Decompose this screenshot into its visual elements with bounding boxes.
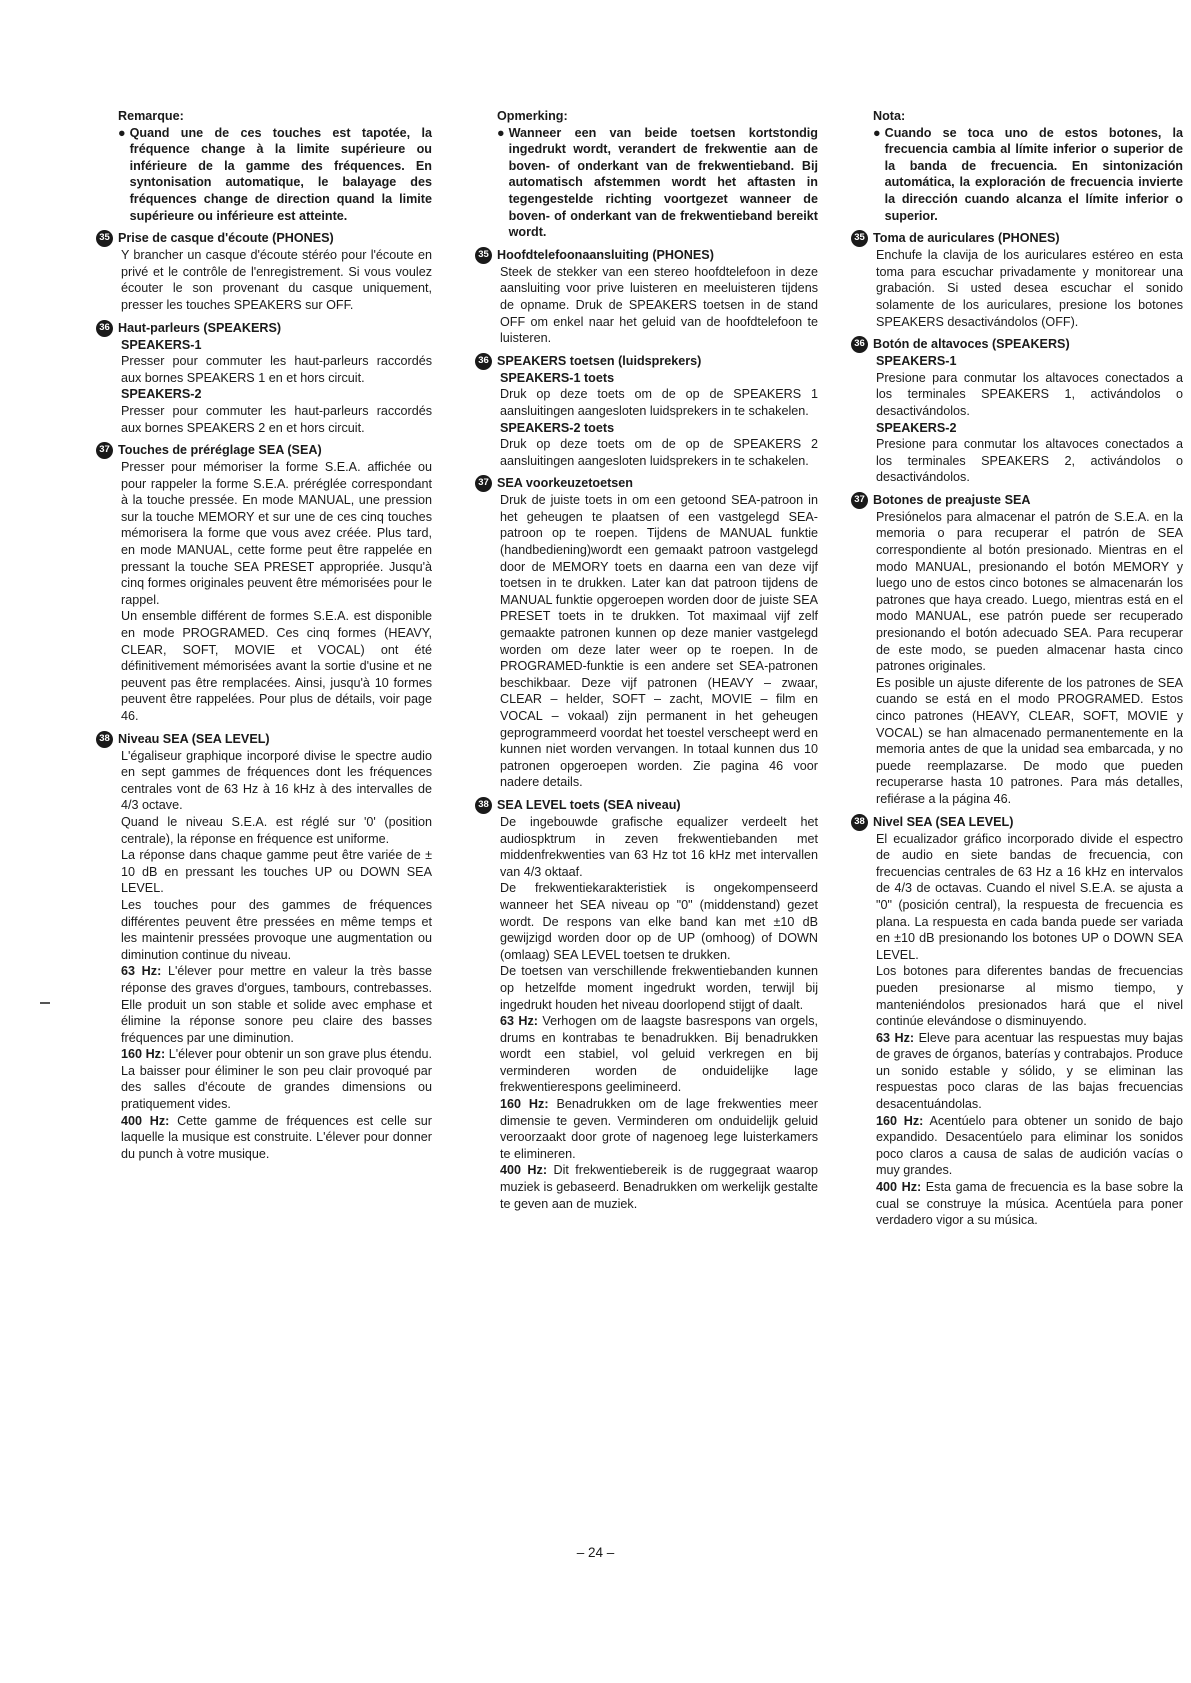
- section-35: [478, 247, 818, 347]
- paragraph: Y brancher un casque d'écoute stéréo pour l'écoute en privé et le contrôle de l'enregistrement. Si vous voulez écouter le son provenant du casque uniquement, presser les touches SPEAKERS sur OFF.: [121, 248, 432, 312]
- subheading: SPEAKERS-2 toets: [500, 420, 615, 435]
- section-title: Haut-parleurs (SPEAKERS): [118, 320, 282, 335]
- paragraph: Presione para conmutar los altavoces conectados a los terminales SPEAKERS 2, activándolos o desactivándolos.: [876, 437, 1183, 485]
- section-36: [99, 320, 432, 437]
- section-title: Prise de casque d'écoute (PHONES): [118, 231, 334, 246]
- subheading: SPEAKERS-2: [121, 387, 202, 402]
- section-36: [854, 336, 1183, 486]
- number-35-icon: 35: [851, 230, 868, 247]
- paragraph: Druk de juiste toets in om een getoond SEA-patroon in het geheugen te plaatsen of een vastgelegd SEA-patroon op te roepen. Tijdens de MANUAL funktie (handbediening)wordt een gemaakt patroon vastgelegd door de MEMORY toets en daarna een van deze vijf toetsen in te drukken. Later kan dat patroon tijdens de MANUAL funktie opgeroepen worden door de juiste SEA PRESET toets in te drukken. Tot maximaal vijf zelf gemaakte patronen kunnen op deze manier vastgelegd worden om deze later weer op te roepen. In de PROGRAMED-funktie is een andere set SEA-patronen beschikbaar. Deze vijf patronen (HEAVY – zwaar, CLEAR – helder, SOFT – zacht, MOVIE – film en VOCAL – vokaal) zijn permanent in het geheugen geprogrammeerd voordat het toestel verscheept werd en kunnen niet worden vervangen. In totaal kunnen dus 10 patronen opgeroepen worden. Zie pagina 46 voor nadere details.: [500, 493, 818, 790]
- number-36-icon: 36: [851, 336, 868, 353]
- note-title: Nota:: [873, 109, 906, 123]
- paragraph: Presione para conmutar los altavoces conectados a los terminales SPEAKERS 1, activándolos o desactivándolos.: [876, 370, 1183, 418]
- section-37: [99, 442, 432, 725]
- freq-paragraph: 63 Hz: Eleve para acentuar las respuestas muy bajas de graves de órganos, baterías y contrabajos. Produce un sonido estable y sólido, y se eliminan las respuestas poco claras de las bajas frecuencias desacentuándolas.: [876, 1030, 1183, 1112]
- scan-mark: [40, 1002, 50, 1004]
- section-title: Niveau SEA (SEA LEVEL): [118, 731, 270, 746]
- number-38-icon: 38: [475, 797, 492, 814]
- section-title: Nivel SEA (SEA LEVEL): [873, 814, 1014, 829]
- freq-paragraph: 400 Hz: Esta gama de frecuencia es la base sobre la cual se construye la música. Acentúela para poner verdadero vigor a su música.: [876, 1180, 1183, 1228]
- paragraph: Les touches pour des gammes de fréquences différentes peuvent être pressées en même temps et les maintenir pressées provoque une augmentation ou diminution continue du niveau.: [121, 897, 432, 962]
- number-38-icon: 38: [96, 731, 113, 748]
- section-35: [99, 230, 432, 313]
- number-37-icon: 37: [475, 475, 492, 492]
- paragraph: Presser pour commuter les haut-parleurs raccordés aux bornes SPEAKERS 1 en et hors circuit.: [121, 354, 432, 385]
- paragraph: La réponse dans chaque gamme peut être variée de ± 10 dB en pressant les touches UP ou DOWN SEA LEVEL.: [121, 848, 432, 896]
- paragraph: Un ensemble différent de formes S.E.A. est disponible en mode PROGRAMED. Ces cinq formes (HEAVY, CLEAR, SOFT, MOVIE et VOCAL) ont été définitivement mémorisées avant la sortie d'usine et ne peuvent pas être remplacées. Ainsi, jusqu'à 10 formes peuvent être rappelées. Pour plus de détails, voir page 46.: [121, 609, 432, 723]
- section-38: [99, 731, 433, 1163]
- section-38: [478, 797, 819, 1212]
- freq-paragraph: 400 Hz: Cette gamme de fréquences est celle sur laquelle la musique est construite. L'élever pour donner du punch à votre musique.: [121, 1113, 433, 1161]
- subheading: SPEAKERS-1 toets: [500, 370, 615, 385]
- dutch-column: [478, 108, 819, 1212]
- subheading: SPEAKERS-1: [876, 354, 957, 369]
- number-36-icon: 36: [96, 320, 113, 337]
- freq-paragraph: 160 Hz: Acentúelo para obtener un sonido de bajo expandido. Desacentúelo para eliminar los sonidos poco claros a causa de salas de audición vacías o muy grandes.: [876, 1113, 1183, 1178]
- subheading: SPEAKERS-1: [121, 337, 202, 352]
- paragraph: De toetsen van verschillende frekwentiebanden kunnen op hetzelfde moment ingedrukt worden, terwijl bij ingedrukt houden het niveau doorlopend stijgt of daalt.: [500, 964, 818, 1012]
- number-37-icon: 37: [96, 442, 113, 459]
- paragraph: Presiónelos para almacenar el patrón de S.E.A. en la memoria o para recuperar el patrón de SEA correspondiente al botón presionado. Mientras en el modo MANUAL, presionando el botón MEMORY y luego uno de estos cinco botones se almacenarán los patrones que haya creado. Luego, mientras está en el modo MANUAL, ese patrón puede ser recuperado presionando el botón adecuado SEA. Para recuperar de este modo, se pueden almacenar hasta cinco patrones originales.: [876, 509, 1183, 674]
- freq-paragraph: 400 Hz: Dit frekwentiebereik is de ruggegraat waarop muziek is gebaseerd. Benadrukken om werkelijk gestalte te geven aan de muziek.: [500, 1163, 818, 1211]
- note-body: [118, 125, 432, 225]
- number-37-icon: 37: [851, 492, 868, 509]
- note-title: Opmerking:: [497, 109, 568, 123]
- section-title: Botón de altavoces (SPEAKERS): [873, 337, 1070, 352]
- number-38-icon: 38: [851, 814, 868, 831]
- french-column: [99, 108, 433, 1162]
- paragraph: Los botones para diferentes bandas de frecuencias pueden presionarse al mismo tiempo, y manteniéndolos presionados hará que el nivel continúe elevándose o disminuyendo.: [876, 964, 1183, 1029]
- section-title: SEA LEVEL toets (SEA niveau): [497, 798, 681, 813]
- section-37: [478, 475, 818, 791]
- section-title: Toma de auriculares (PHONES): [873, 231, 1060, 246]
- spanish-column: [854, 108, 1183, 1229]
- note-title: Remarque:: [118, 109, 184, 123]
- paragraph: Druk op deze toets om de op de SPEAKERS 2 aansluitingen aangesloten luidsprekers in te schakelen.: [500, 437, 818, 468]
- number-35-icon: 35: [96, 230, 113, 247]
- section-title: Hoofdtelefoonaansluiting (PHONES): [497, 247, 714, 262]
- freq-paragraph: 160 Hz: Benadrukken om de lage frekwenties meer dimensie te geven. Verminderen om onduidelijk geluid veroorzaakt door grote of nagenoeg lege luisterkamers te elimineren.: [500, 1097, 818, 1161]
- paragraph: Presser pour commuter les haut-parleurs raccordés aux bornes SPEAKERS 2 en et hors circuit.: [121, 403, 432, 435]
- bullet-icon: ●: [118, 125, 126, 140]
- paragraph: De ingebouwde grafische equalizer verdeelt het audiospktrum in zeven frekwentiebanden met middenfrekwenties van 63 Hz tot 16 kHz met intervallen van 4/3 oktaaf.: [500, 814, 818, 879]
- note-body: [497, 125, 818, 241]
- section-38: [854, 814, 1183, 1229]
- page-number: – 24 –: [576, 1545, 615, 1560]
- paragraph: Enchufe la clavija de los auriculares estéreo en esta toma para escuchar privadamente y monitorear una grabación. Si usted desea escuchar el sonido solamente de los auriculares, presione los botones SPEAKERS desactivándolos (OFF).: [876, 248, 1183, 329]
- number-36-icon: 36: [475, 353, 492, 370]
- note-text: Quand une de ces touches est tapotée, la fréquence change à la limite supérieure ou inférieure de la gamme des fréquences. En syntonisation automatique, le balayage des fréquences change de direction quand la limite supérieure ou inférieure est atteinte.: [129, 125, 432, 223]
- section-title: SEA voorkeuzetoetsen: [497, 476, 634, 491]
- bullet-icon: ●: [497, 125, 505, 140]
- section-title: Botones de preajuste SEA: [873, 493, 1031, 508]
- section-title: SPEAKERS toetsen (luidsprekers): [497, 353, 702, 368]
- section-35: [854, 230, 1183, 330]
- paragraph: Presser pour mémoriser la forme S.E.A. affichée ou pour rappeler la forme S.E.A. préréglée correspondant à la touche pressée. En mode MANUAL, une pression sur la touche MEMORY et sur une de ces cinq touches mémorisera la forme que vous avez créée. Plus tard, en mode MANUAL, cette forme peut être rappelée en pressant la touche SEA PRESET appropriée. Jusqu'à cinq formes originales peuvent être mémorisées pour le rappel.: [121, 460, 432, 607]
- subheading: SPEAKERS-2: [876, 420, 957, 435]
- paragraph: Quand le niveau S.E.A. est réglé sur '0' (position centrale), la réponse en fréquence est uniforme.: [121, 814, 432, 846]
- freq-paragraph: 160 Hz: L'élever pour obtenir un son grave plus étendu. La baisser pour éliminer le son peu clair provoqué par des salles d'écoute de grandes dimensions ou pratiquement vides.: [121, 1047, 432, 1112]
- note-body: [873, 125, 1183, 225]
- bullet-icon: ●: [873, 125, 881, 140]
- note-text: Cuando se toca uno de estos botones, la frecuencia cambia al límite inferior o superior de la banda de frecuencia. En sintonización automática, la exploración de frecuencia invierte la dirección cuando alcanza el límite inferior o superior.: [884, 125, 1183, 223]
- note-text: Wanneer een van beide toetsen kortstondig ingedrukt wordt, verandert de frekwentie aan de boven- of onderkant van de frekwentieband. Bij automatisch afstemmen wordt het aftasten in tegengestelde richting voortgezet wanneer de boven- of onderkant van de frekwentieband bereikt wordt.: [508, 125, 818, 240]
- freq-paragraph: 63 Hz: L'élever pour mettre en valeur la très basse réponse des graves d'orgues, tambours, contrebasses. Elle produit un son stable et solide avec emphase et élimine la réponse sonore peu claire des basses fréquences par une diminution.: [121, 964, 433, 1045]
- paragraph: Steek de stekker van een stereo hoofdtelefoon in deze aansluiting voor prive luisteren en meeluisteren tijdens de opname. Druk de SPEAKERS toetsen in de stand OFF om enkel naar het geluid van de hoofdtelefoon te luisteren.: [500, 264, 818, 346]
- section-title: Touches de préréglage SEA (SEA): [118, 443, 322, 458]
- paragraph: L'égaliseur graphique incorporé divise le spectre audio en sept gammes de fréquences dont les fréquences centrales vont de 63 Hz à 16 kHz à des intervalles de 4/3 octave.: [121, 748, 432, 813]
- section-37: [854, 492, 1183, 808]
- paragraph: Druk op deze toets om de op de SPEAKERS 1 aansluitingen aangesloten luidsprekers in te schakelen.: [500, 387, 818, 418]
- number-35-icon: 35: [475, 247, 492, 264]
- section-36: [478, 353, 818, 470]
- paragraph: Es posible un ajuste diferente de los patrones de SEA cuando se está en el modo PROGRAMED. Estos cinco patrones (HEAVY, CLEAR, SOFT, MOVIE y VOCAL) se han almacenado permanentemente en la memoria antes de que la unidad sea embarcada, y no puede reemplazarse. De modo que pueden recuperarse hasta 10 patrones. Para más detalles, refiérase a la página 46.: [876, 675, 1183, 806]
- freq-paragraph: 63 Hz: Verhogen om de laagste basrespons van orgels, drums en kontrabas te benadrukken. Bij benadrukken wordt een stabiel, vol geluid verkregen en bij verminderen worden de onduidelijke lage frekwentierespons geelimineerd.: [500, 1014, 819, 1095]
- paragraph: El ecualizador gráfico incorporado divide el espectro de audio en siete bandas de frecuencia, con frecuencias centrales de 63 Hz a 16 kHz en intervalos de 4/3 de octavas. Cuando el nivel S.E.A. se ajusta a "0" (posición central), la respuesta de frecuencia es plana. La respuesta en cada banda puede ser variada en ±10 dB presionando los botones UP o DOWN SEA LEVEL.: [876, 831, 1183, 962]
- paragraph: De frekwentiekarakteristiek is ongekompenseerd wanneer het SEA niveau op "0" (middenstand) gezet wordt. De respons van elke band kan met ±10 dB gewijzigd worden door op de UP (omhoog) of DOWN (omlaag) SEA LEVEL toetsen te drukken.: [500, 881, 818, 962]
